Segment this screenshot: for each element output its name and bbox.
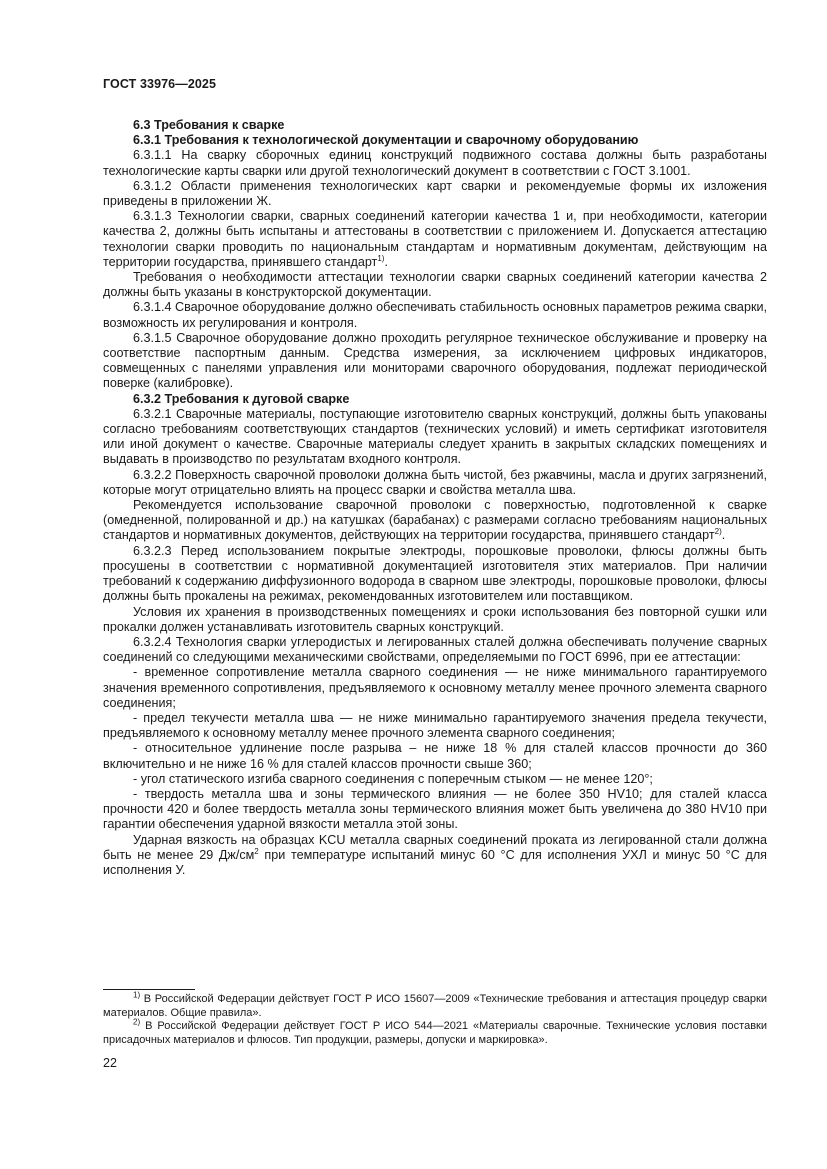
list-item: - предел текучести металла шва — не ниже минимально гарантируемого значения предела текучести, предъявляемого к основному металлу менее прочного элемента сварного соединения;: [103, 710, 767, 741]
paragraph-end: .: [384, 254, 388, 269]
main-content: [103, 118, 767, 878]
paragraph-attestation-note: Требования о необходимости аттестации технологии сварки сварных соединений категории качества 2 должны быть указаны в конструкторской документации.: [103, 270, 767, 300]
paragraph-text: Ударная вязкость на образцах KCU металла сварных соединений проката из легированной стали должна быть не менее 29 Дж/см: [103, 832, 767, 862]
footnote-text: В Российской Федерации действует ГОСТ Р ИСО 15607—2009 «Технические требования и аттестация процедур сварки материалов. Общие правила».: [103, 993, 767, 1019]
list-item: - твердость металла шва и зоны термического влияния — не более 350 HV10; для сталей класса прочности 420 и более твердость металла зоны термического влияния может быть увеличена до 380 HV10 при гарантии обеспечения ударной вязкости металла этой зоны.: [103, 786, 767, 832]
subsection-heading-6-3-1: 6.3.1 Требования к технологической документации и сварочному оборудованию: [133, 133, 639, 148]
paragraph-wire-recommendation: [103, 498, 767, 544]
paragraph-6-3-2-1: 6.3.2.1 Сварочные материалы, поступающие изготовителю сварных конструкций, должны быть упакованы согласно требованиям соответствующих стандартов (технических условий) и иметь сертификат изготовителя или иной документ о качестве. Сварочные материалы следует хранить в закрытых складских помещениях и выдавать в производство по результатам входного контроля.: [103, 406, 767, 467]
running-header: ГОСТ 33976—2025: [103, 77, 217, 91]
paragraph-6-3-1-4: 6.3.1.4 Сварочное оборудование должно обеспечивать стабильность основных параметров режима сварки, возможность их регулирования и контроля.: [103, 300, 767, 330]
paragraph-6-3-2-2: 6.3.2.2 Поверхность сварочной проволоки должна быть чистой, без ржавчины, масла и других загрязнений, которые могут отрицательно влиять на процесс сварки и свойства металла шва.: [103, 467, 767, 497]
list-item: - относительное удлинение после разрыва – не ниже 18 % для сталей классов прочности до 360 включительно и не ниже 16 % для сталей классов прочности свыше 360;: [103, 741, 767, 771]
paragraph-6-3-2-3: 6.3.2.3 Перед использованием покрытые электроды, порошковые проволоки, флюсы должны быть просушены в соответствии с нормативной документацией изготовителя этих материалов. При наличии требований к содержанию диффузионного водорода в сварном шве электроды, порошковые проволоки, флюсы должны быть прокалены на режимах, рекомендованных изготовителем или поставщиком.: [103, 543, 767, 604]
footnote-separator: [103, 989, 195, 990]
subsection-heading-6-3-2: 6.3.2 Требования к дуговой сварке: [133, 391, 350, 406]
list-item: - временное сопротивление металла сварного соединения — не ниже минимального гарантируемого значения временного сопротивления, предъявляемого к основному металлу менее прочного элемента сварного соединения;: [103, 665, 767, 710]
footnote-mark-2: 2): [133, 1017, 141, 1027]
list-item: - угол статического изгиба сварного соединения с поперечным стыком — не менее 120°;: [133, 771, 653, 786]
paragraph-6-3-1-5: 6.3.1.5 Сварочное оборудование должно проходить регулярное техническое обслуживание и проверку на соответствие паспортным данным. Средства измерения, за исключением цифровых индикаторов, совмещенных с панелями управления или мониторами сварочного оборудования, подлежат периодической поверке (калибровке).: [103, 330, 767, 391]
footnotes: [103, 990, 767, 1047]
footnote-2: [103, 1017, 767, 1047]
paragraph-text: Рекомендуется использование сварочной проволоки с поверхностью, подготовленной к сварке (омедненной, полированной и др.) на катушках (барабанах) с размерами согласно требованиям национальных стандартов и нормативных документов, действующих на территории государства, принявшего стандарт: [103, 498, 767, 543]
paragraph-6-3-1-1: 6.3.1.1 На сварку сборочных единиц конструкций подвижного состава должны быть разработаны технологические карты сварки или другой технологический документ в соответствии с ГОСТ 3.1001.: [103, 148, 767, 178]
paragraph-6-3-1-3: [103, 209, 767, 270]
footnote-ref-1: 1): [377, 253, 385, 263]
paragraph-6-3-2-4: 6.3.2.4 Технология сварки углеродистых и легированных сталей должна обеспечивать получение сварных соединений со следующими механическими свойствами, определяемыми по ГОСТ 6996, при ее аттестации:: [103, 634, 767, 665]
paragraph-text-continued: при температуре испытаний минус 60 °С для исполнения УХЛ и минус 50 °С для исполнения У.: [103, 847, 768, 877]
footnote-ref-2: 2): [714, 527, 722, 537]
superscript-2: 2: [254, 846, 259, 856]
footnote-mark-1: 1): [133, 990, 141, 1000]
footnote-1: [103, 990, 767, 1020]
paragraph-end: .: [721, 528, 726, 543]
footnote-text: В Российской Федерации действует ГОСТ Р ИСО 544—2021 «Материалы сварочные. Технические условия поставки присадочных материалов и флюсов. Тип продукции, размеры, допуски и маркировка».: [103, 1020, 767, 1046]
page-number: 22: [103, 1056, 117, 1070]
paragraph-text: 6.3.1.3 Технологии сварки, сварных соединений категории качества 1 и, при необходимости, категории качества 2, должны быть испытаны и аттестованы в соответствии с приложением И. Допускается аттестацию технологии сварки проводить по национальным стандартам и нормативным документам, действующим на территории государства, принявшего стандарт: [103, 209, 767, 269]
paragraph-impact-toughness: [103, 833, 767, 879]
section-heading: 6.3 Требования к сварке: [133, 118, 285, 132]
paragraph-storage-conditions: Условия их хранения в производственных помещениях и сроки использования без повторной сушки или прокалки должен устанавливать изготовитель сварных конструкций.: [103, 604, 767, 634]
paragraph-6-3-1-2: 6.3.1.2 Области применения технологических карт сварки и рекомендуемые формы их изложения приведены в приложении Ж.: [103, 178, 767, 209]
